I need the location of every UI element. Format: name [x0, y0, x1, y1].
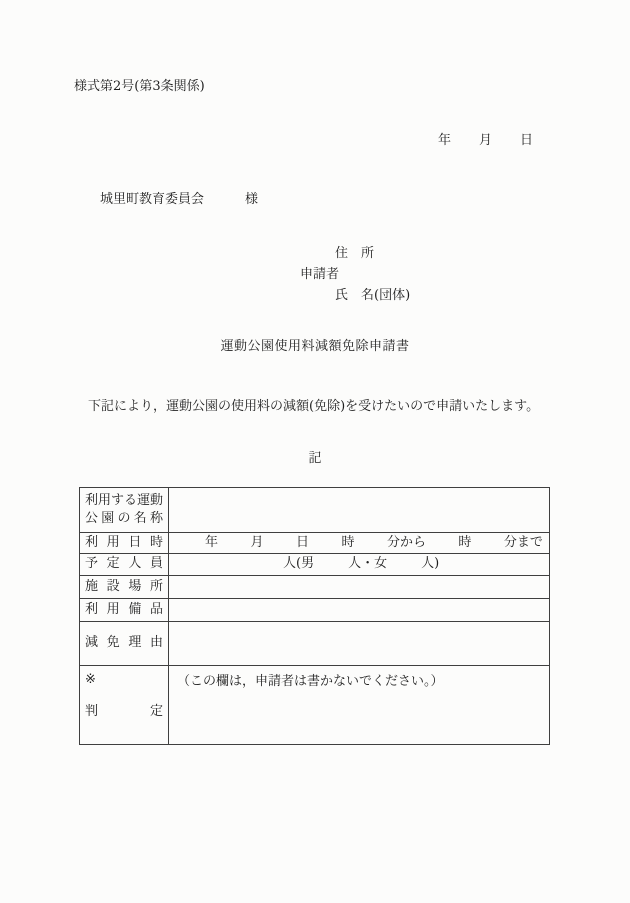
applicant-name-label: 氏 名(団体) — [335, 288, 411, 303]
equipment-value-cell — [169, 599, 549, 621]
park-name-label-line1: 利用する運動 — [85, 492, 164, 508]
datetime-part: 年 — [205, 534, 219, 550]
datetime-label-cell — [80, 533, 169, 553]
table-row-park-name — [80, 488, 549, 532]
date-year-label: 年 — [438, 133, 452, 148]
people-part: 人) — [421, 556, 440, 572]
form-number: 様式第2号(第3条関係) — [74, 79, 205, 94]
date-day-label: 日 — [520, 133, 534, 148]
date-month-label: 月 — [479, 133, 493, 148]
document-title: 運動公園使用料減額免除申請書 — [220, 339, 410, 354]
datetime-part: 日 — [295, 534, 309, 550]
addressee-name: 城里町教育委員会 — [100, 192, 205, 207]
equipment-label-cell — [80, 599, 169, 621]
reason-value-cell — [169, 622, 549, 665]
table-row-reason — [80, 621, 549, 665]
table-row-equipment — [80, 598, 549, 621]
people-part: 人・女 — [348, 556, 388, 572]
application-table — [79, 487, 550, 745]
equipment-label: 利用備品 — [85, 601, 163, 617]
datetime-value-cell — [169, 533, 549, 553]
datetime-part: 月 — [250, 534, 264, 550]
applicant-role-label: 申請者 — [300, 267, 340, 282]
judgement-note-cell: （この欄は，申請者は書かないでください。） — [177, 674, 444, 689]
datetime-part: 時 — [341, 534, 355, 550]
table-row-judgement — [80, 665, 549, 744]
date-line — [438, 132, 533, 150]
table-row-facility — [80, 575, 549, 598]
datetime-label: 利用日時 — [85, 534, 163, 550]
table-row-datetime — [80, 532, 549, 553]
judgement-label-cell — [80, 666, 169, 744]
applicant-address-label: 住 所 — [335, 246, 375, 261]
addressee-honorific: 様 — [245, 192, 259, 207]
facility-value-cell — [169, 576, 549, 598]
people-label-cell — [80, 554, 169, 575]
judgement-label: 判定 — [85, 704, 163, 720]
reason-label-cell — [80, 622, 169, 665]
facility-label-cell — [80, 576, 169, 598]
park-name-label-line2: 公園の名称 — [85, 511, 163, 526]
reason-label: 減免理由 — [85, 635, 163, 651]
datetime-part: 分から — [386, 534, 426, 550]
record-heading: 記 — [308, 451, 322, 466]
park-name-label-cell — [80, 488, 169, 532]
datetime-part: 分まで — [503, 534, 543, 550]
judgement-mark: ※ — [85, 672, 96, 687]
people-part: 人(男 — [283, 556, 315, 572]
table-row-people — [80, 553, 549, 575]
facility-label: 施設場所 — [85, 578, 163, 594]
park-name-value-cell — [169, 488, 549, 532]
people-label: 予定人員 — [85, 556, 163, 572]
datetime-part: 時 — [458, 534, 472, 550]
addressee-line — [100, 191, 258, 209]
people-value-cell — [169, 554, 549, 575]
body-text: 下記により，運動公園の使用料の減額(免除)を受けたいので申請いたします。 — [88, 399, 540, 414]
